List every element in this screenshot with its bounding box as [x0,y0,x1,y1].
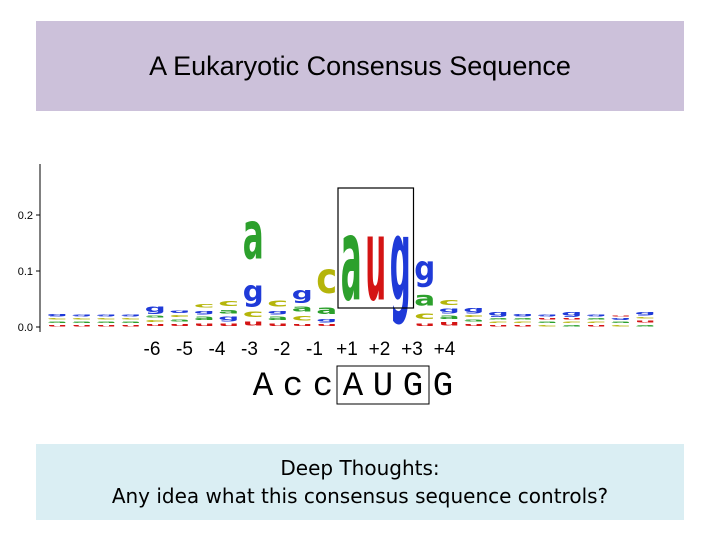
logo-letter-a: a [193,314,215,322]
consensus-sequence [253,366,453,406]
consensus-char: A [342,368,364,406]
logo-letter-c: c [463,313,485,319]
logo-letter-u: u [561,316,583,321]
logo-letter-g: g [144,303,166,315]
logo-letter-c: c [610,323,632,327]
logo-letters [47,188,656,327]
logo-letter-u: u [438,320,460,328]
logo-letter-g: g [267,308,289,315]
logo-letter-a: a [71,320,93,324]
logo-letter-a: a [561,323,583,328]
logo-letter-c: c [634,315,656,320]
logo-letter-a: a [610,320,632,324]
consensus-char: c [312,368,334,406]
logo-letter-u: u [487,323,509,327]
logo-letter-g: g [389,192,411,327]
logo-letter-c: c [95,316,117,321]
consensus-char: c [282,368,304,406]
logo-letter-g: g [95,313,117,317]
slide-title: A Eukaryotic Consensus Sequence [149,50,571,81]
position-label: -4 [208,339,226,360]
logo-letter-a: a [414,288,436,311]
logo-letter-a: a [585,316,607,321]
question-heading: Deep Thoughts: [280,456,440,480]
logo-letter-u: u [634,319,656,324]
y-tick-label: 0.0 [17,322,33,334]
logo-letter-g: g [193,308,215,315]
logo-letter-u: u [463,322,485,327]
position-label: -6 [143,339,161,360]
logo-letter-c: c [46,316,68,321]
logo-letter-a: a [218,308,240,315]
logo-letter-c: c [585,320,607,324]
logo-letter-c: c [169,313,191,319]
position-label: -2 [273,339,291,360]
logo-letter-g: g [585,313,607,317]
logo-letter-a: a [536,320,558,324]
question-box [36,444,684,520]
logo-letter-u: u [242,319,264,328]
title-banner [36,21,684,111]
logo-letter-a: a [291,303,313,314]
logo-letter-a: a [438,313,460,321]
logo-letter-a: a [169,318,191,323]
y-tick-label: 0.1 [17,266,33,278]
logo-letter-u: u [144,323,166,327]
sequence-logo [0,150,720,410]
logo-letter-u: u [585,323,607,327]
logo-letter-u: u [46,323,68,327]
logo-letter-u: u [267,321,289,327]
logo-letter-c: c [414,310,436,322]
logo-letter-u: u [414,321,436,327]
logo-letter-c: c [267,297,289,310]
logo-letter-g: g [512,312,534,317]
consensus-char: A [252,368,274,406]
logo-letter-a: a [634,323,656,328]
logo-letter-g: g [634,310,656,316]
logo-letter-c: c [120,316,142,321]
position-label: +2 [368,339,391,360]
logo-letter-u: u [512,323,534,327]
logo-letter-a: a [242,197,264,275]
position-labels [144,339,456,360]
consensus-char: G [432,368,454,406]
position-label: -1 [306,339,323,360]
logo-letter-c: c [438,297,460,308]
logo-letter-g: g [487,310,509,317]
logo-letter-c: c [536,323,558,327]
logo-letter-u: u [95,323,117,327]
logo-letter-c: c [218,298,240,309]
logo-letter-c: c [561,320,583,324]
position-label: -3 [241,339,258,360]
logo-letter-g: g [610,316,632,321]
logo-letter-c: c [193,302,215,310]
logo-letter-c: c [512,320,534,324]
consensus-char: U [372,368,394,406]
logo-letter-c: c [242,308,264,320]
logo-letter-c: c [144,318,166,324]
logo-letter-g: g [291,284,313,304]
logo-letter-u: u [610,314,632,317]
logo-letter-g: g [316,316,338,323]
logo-letter-g: g [438,306,460,314]
logo-letter-g: g [561,310,583,317]
logo-letter-a: a [463,318,485,323]
logo-letter-u: u [218,321,240,327]
position-label: +1 [336,339,358,360]
logo-letter-u: u [291,322,313,327]
logo-letter-a: a [340,192,362,327]
logo-letter-g: g [218,314,240,322]
logo-letter-c: c [316,253,338,305]
logo-letter-c: c [71,316,93,321]
logo-letter-g: g [242,274,264,308]
logo-letter-g: g [169,309,191,314]
logo-letter-a: a [512,316,534,321]
logo-letter-u: u [536,316,558,321]
y-tick-label: 0.2 [17,210,33,222]
position-label: -5 [176,339,193,360]
logo-letter-u: u [71,323,93,327]
logo-letter-a: a [487,316,509,321]
logo-letter-g: g [120,313,142,317]
logo-letter-a: a [95,320,117,324]
logo-letter-a: a [120,320,142,324]
logo-letter-c: c [487,320,509,324]
logo-letter-a: a [267,314,289,322]
question-text: Any idea what this consensus sequence controls? [111,484,609,508]
logo-letter-u: u [169,322,191,327]
logo-letter-g: g [536,313,558,317]
logo-letter-g: g [463,305,485,314]
consensus-char: G [402,368,424,406]
position-label: +3 [401,339,423,360]
logo-letter-c: c [291,313,313,323]
logo-letter-g: g [71,313,93,317]
logo-letter-a: a [144,314,166,319]
logo-letter-u: u [120,323,142,327]
logo-axis [18,164,40,334]
logo-letter-a: a [316,303,338,318]
logo-letter-g: g [414,249,436,289]
position-label: +4 [433,339,456,360]
logo-letter-u: u [365,192,387,327]
logo-letter-u: u [193,321,215,327]
logo-letter-g: g [46,312,68,317]
logo-letter-a: a [46,320,68,324]
logo-letter-u: u [316,322,338,327]
